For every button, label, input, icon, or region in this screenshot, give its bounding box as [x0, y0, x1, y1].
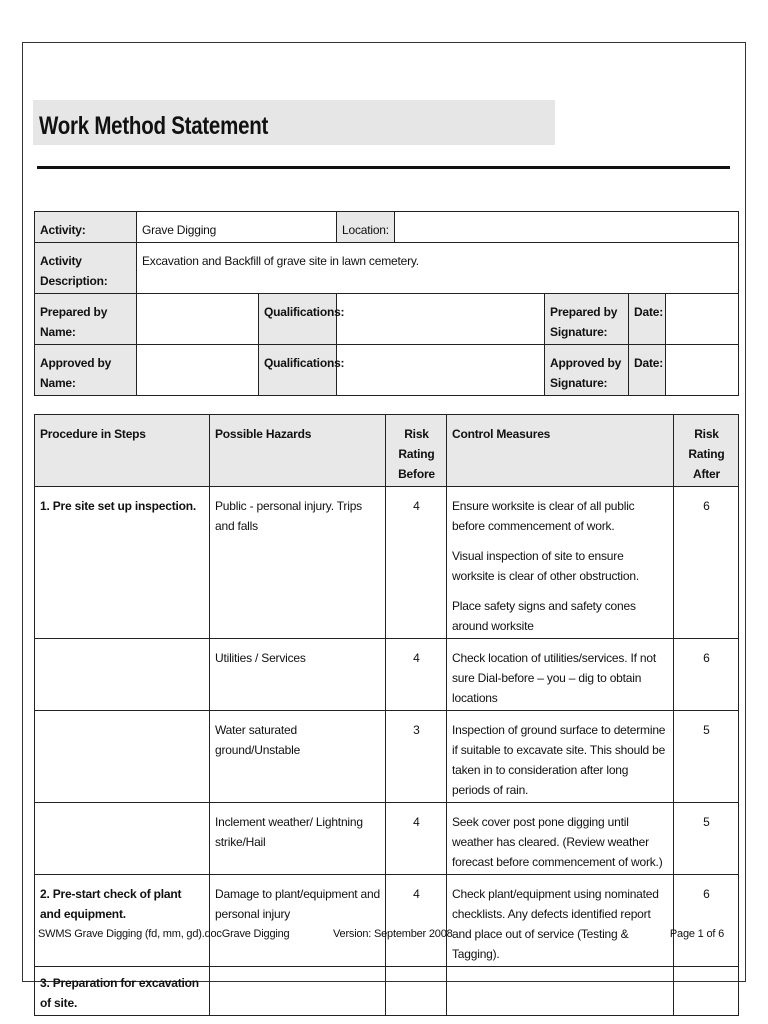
risk-after-cell: 6 [674, 875, 739, 967]
risk-before-cell: 4 [386, 875, 447, 967]
risk-before-cell [386, 967, 447, 1016]
step-cell: 2. Pre-start check of plant and equipment. [35, 875, 210, 967]
risk-before-cell: 4 [386, 487, 447, 639]
procedure-table [34, 414, 739, 1016]
activity-info-table [34, 211, 739, 396]
activity-value: Grave Digging [137, 212, 337, 243]
page-title: Work Method Statement [39, 112, 269, 140]
description-label: Activity Description: [35, 243, 137, 294]
location-value [395, 212, 739, 243]
table-row [35, 875, 739, 967]
approved-name-label: Approved by Name: [35, 345, 137, 396]
table-row [35, 639, 739, 711]
activity-label: Activity: [35, 212, 137, 243]
header-steps: Procedure in Steps [35, 415, 210, 487]
table-row [35, 711, 739, 803]
table-row [35, 803, 739, 875]
control-measure: Visual inspection of site to ensure worksite is clear of other obstruction. [452, 549, 639, 583]
risk-after-cell [674, 967, 739, 1016]
hazard-cell: Public - personal injury. Trips and falls [210, 487, 386, 639]
description-value: Excavation and Backfill of grave site in lawn cemetery. [137, 243, 739, 294]
controls-cell [447, 967, 674, 1016]
prepared-date-value [666, 294, 739, 345]
prepared-qualifications-label: Qualifications: [259, 294, 337, 345]
controls-cell: Seek cover post pone digging until weather has cleared. (Review weather forecast before commencement of work.) [447, 803, 674, 875]
header-risk-before: Risk Rating Before [386, 415, 447, 487]
hazard-cell: Water saturated ground/Unstable [210, 711, 386, 803]
controls-cell: Check location of utilities/services. If not sure Dial-before – you – dig to obtain locations [447, 639, 674, 711]
risk-after-cell: 5 [674, 711, 739, 803]
prepared-signature-label: Prepared by Signature: [545, 294, 629, 345]
risk-before-cell: 4 [386, 639, 447, 711]
risk-before-cell: 4 [386, 803, 447, 875]
step-cell [35, 639, 210, 711]
approved-signature-label: Approved by Signature: [545, 345, 629, 396]
controls-cell [447, 487, 674, 639]
hazard-cell [210, 967, 386, 1016]
prepared-name-label: Prepared by Name: [35, 294, 137, 345]
footer-version: Version: September 2008 [333, 928, 453, 940]
table-row [35, 967, 739, 1016]
control-measure: Ensure worksite is clear of all public before commencement of work. [452, 499, 635, 533]
header-controls: Control Measures [447, 415, 674, 487]
risk-after-cell: 5 [674, 803, 739, 875]
control-measure: Place safety signs and safety cones around worksite [452, 599, 636, 633]
header-hazards: Possible Hazards [210, 415, 386, 487]
hazard-cell: Utilities / Services [210, 639, 386, 711]
step-cell: 1. Pre site set up inspection. [35, 487, 210, 639]
title-rule [37, 166, 730, 169]
hazard-cell: Damage to plant/equipment and personal injury [210, 875, 386, 967]
prepared-name-value [137, 294, 259, 345]
approved-qualifications-value [337, 345, 545, 396]
controls-cell: Inspection of ground surface to determine if suitable to excavate site. This should be taken in to consideration after long periods of rain. [447, 711, 674, 803]
approved-name-value [137, 345, 259, 396]
controls-cell: Check plant/equipment using nominated checklists. Any defects identified report and place out of service (Testing & Tagging). [447, 875, 674, 967]
step-cell [35, 803, 210, 875]
prepared-date-label: Date: [629, 294, 666, 345]
location-label: Location: [337, 212, 395, 243]
step-cell [35, 711, 210, 803]
approved-date-value [666, 345, 739, 396]
risk-after-cell: 6 [674, 487, 739, 639]
approved-date-label: Date: [629, 345, 666, 396]
footer-page: Page 1 of 6 [669, 928, 724, 940]
prepared-qualifications-value [337, 294, 545, 345]
risk-after-cell: 6 [674, 639, 739, 711]
approved-qualifications-label: Qualifications: [259, 345, 337, 396]
hazard-cell: Inclement weather/ Lightning strike/Hail [210, 803, 386, 875]
step-cell: 3. Preparation for excavation of site. [35, 967, 210, 1016]
footer-file: SWMS Grave Digging (fd, mm, gd).docGrave Digging [38, 928, 290, 940]
header-risk-after: Risk Rating After [674, 415, 739, 487]
table-row [35, 487, 739, 639]
risk-before-cell: 3 [386, 711, 447, 803]
